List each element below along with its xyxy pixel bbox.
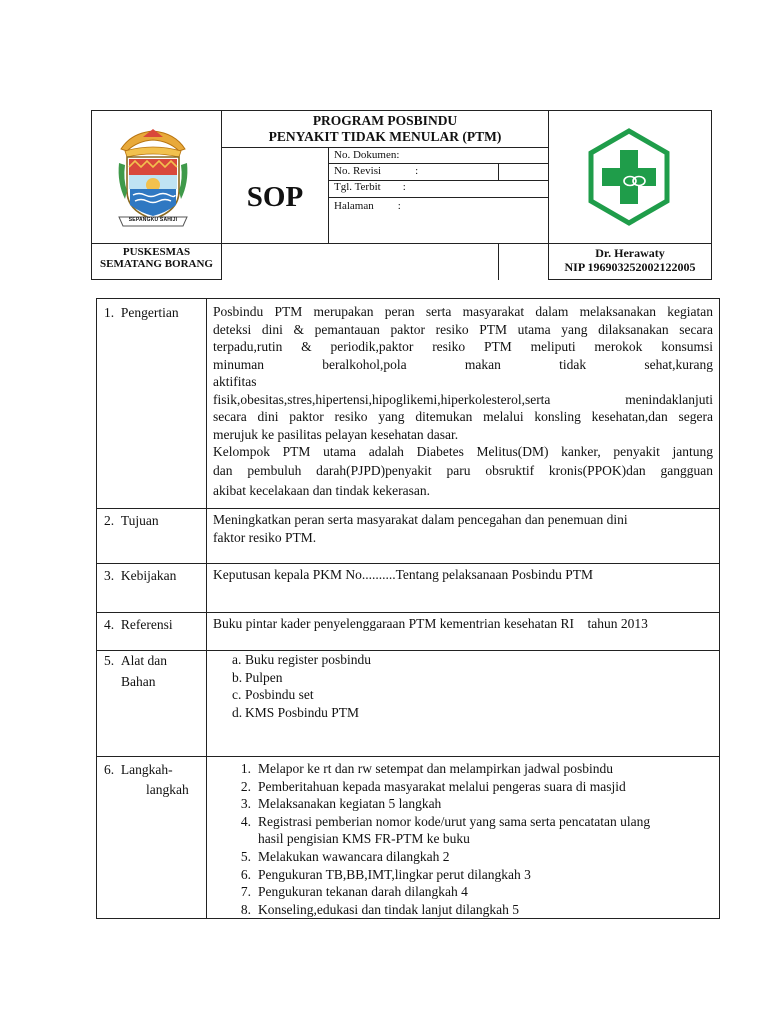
- row-number: 1.: [104, 305, 115, 320]
- row-label-text: Alat dan: [120, 653, 167, 668]
- row-number: 5.: [104, 653, 115, 668]
- meta-label: No. Dokumen: [334, 149, 397, 161]
- row-label-referensi: [104, 615, 173, 634]
- list-item-text: Buku register posbindu: [245, 652, 371, 667]
- org-name: [92, 246, 221, 270]
- referensi-content: Buku pintar kader penyelenggaraan PTM kementrian kesehatan RI tahun 2013: [213, 616, 648, 631]
- row-number: 6.: [104, 762, 115, 777]
- org-name-line2: SEMATANG BORANG: [100, 258, 213, 270]
- row-number: 3.: [104, 568, 115, 583]
- row-number: 4.: [104, 617, 115, 632]
- list-marker: 4.: [240, 813, 251, 829]
- meta-value: :: [402, 181, 406, 193]
- list-item: [232, 669, 705, 687]
- list-item-text: Pengukuran TB,BB,IMT,lingkar perut dilangkah 3: [258, 866, 531, 882]
- list-marker: a.: [232, 652, 242, 667]
- list-item-text: Melaksanakan kegiatan 5 langkah: [258, 796, 442, 812]
- list-item-text: Pemberitahuan kepada masyarakat melalui pengeras suara di masjid: [258, 778, 626, 794]
- meta-value: :: [415, 165, 419, 177]
- list-item-text: Pulpen: [245, 669, 283, 685]
- org-name-line1: PUSKESMAS: [122, 246, 191, 258]
- alat-bahan-list: [232, 651, 705, 721]
- list-item-text: hasil pengisian KMS FR-PTM ke buku: [258, 831, 470, 847]
- meta-tgl-terbit: [334, 181, 406, 193]
- sop-label: SOP: [246, 181, 304, 213]
- row-label-pengertian: [104, 303, 179, 322]
- text-line: secara dini paktor resiko yang ditemukan melalui konsling kesehatan,dan segera: [213, 409, 713, 424]
- text-line: terpadu,rutin & periodik,paktor resiko PTM meliputi merokok konsumsi: [213, 339, 713, 354]
- row-label-text: Tujuan: [120, 513, 159, 528]
- row-label-text: Referensi: [120, 617, 173, 632]
- head-name: Dr. Herawaty: [595, 246, 665, 260]
- list-item-text: Melapor ke rt dan rw setempat dan melampirkan jadwal posbindu: [258, 761, 614, 776]
- list-marker: 1.: [240, 761, 251, 776]
- row-label-tujuan: [104, 511, 159, 530]
- head-signature: [549, 246, 711, 274]
- list-item: [240, 866, 713, 884]
- text-line: Posbindu PTM merupakan peran serta masyarakat dalam melaksanakan kegiatan: [213, 304, 713, 319]
- list-item-text: Melakukan wawancara dilangkah 2: [258, 848, 450, 864]
- list-item: [240, 760, 713, 778]
- meta-no-revisi: [334, 165, 418, 177]
- row-label-langkah: [104, 760, 189, 799]
- program-title-line1: PROGRAM POSBINDU: [312, 113, 458, 128]
- list-marker: 5.: [240, 848, 251, 864]
- list-marker: 7.: [240, 884, 251, 900]
- list-marker: d.: [232, 704, 243, 720]
- list-item: [232, 704, 705, 722]
- list-item-text: Posbindu set: [245, 687, 314, 703]
- list-item-text: Registrasi pemberian nomor kode/urut yang sama serta pencatatan ulang: [258, 813, 651, 829]
- kebijakan-content: Keputusan kepala PKM No..........Tentang pelaksanaan Posbindu PTM: [213, 567, 593, 582]
- list-marker: 8.: [240, 901, 251, 917]
- meta-label: No. Revisi: [334, 165, 382, 177]
- row-label-kebijakan: [104, 566, 176, 585]
- list-item: [240, 813, 713, 848]
- tujuan-content: [213, 511, 713, 546]
- regional-emblem-icon: [113, 127, 193, 231]
- row-label-text: Langkah-: [120, 762, 173, 777]
- list-item: [240, 795, 713, 813]
- health-cross-logo-icon: [586, 128, 672, 226]
- langkah-list: [240, 760, 713, 918]
- row-label-text: langkah: [146, 782, 189, 797]
- list-marker: b.: [232, 669, 243, 685]
- row-label-text: Kebijakan: [120, 568, 177, 583]
- list-item: [232, 686, 705, 704]
- meta-value: :: [396, 149, 400, 161]
- text-line: merujuk ke pasilitas pelayan kesehatan dasar.: [213, 426, 459, 442]
- row-number: 2.: [104, 513, 115, 528]
- text-line: deteksi dini & pemantauan paktor resiko PTM utama yang dilaksanakan secara: [213, 321, 713, 337]
- meta-label: Tgl. Terbit: [334, 181, 381, 193]
- text-line: minuman beralkohol,pola makan tidak sehat,kurang aktifitas: [213, 356, 713, 389]
- program-title: [222, 113, 548, 145]
- list-item: [240, 778, 713, 796]
- program-title-line2: PENYAKIT TIDAK MENULAR (PTM): [268, 129, 502, 144]
- meta-value: :: [397, 200, 401, 212]
- list-item: [240, 848, 713, 866]
- list-item-text: Pengukuran tekanan darah dilangkah 4: [258, 884, 468, 900]
- list-item-text: KMS Posbindu PTM: [245, 704, 360, 720]
- head-nip: NIP 196903252002122005: [564, 260, 696, 274]
- text-line: akibat kecelakaan dan tindak kekerasan.: [213, 483, 431, 498]
- list-marker: 2.: [240, 778, 251, 794]
- meta-no-dokumen: [334, 149, 399, 161]
- list-marker: 3.: [240, 796, 251, 812]
- emblem-ribbon-text: SEPANGKU SAHIJI: [128, 217, 178, 223]
- list-marker: 6.: [240, 866, 251, 882]
- list-marker: c.: [232, 687, 242, 703]
- pengertian-content: [213, 303, 713, 500]
- list-item-text: Konseling,edukasi dan tindak lanjut dilangkah 5: [258, 901, 519, 917]
- text-line: Meningkatkan peran serta masyarakat dalam pencegahan dan penemuan dini: [213, 512, 628, 527]
- meta-halaman: [334, 200, 401, 212]
- text-line: faktor resiko PTM.: [213, 529, 317, 545]
- text-line: Kelompok PTM utama adalah Diabetes Melitus(DM) kanker, penyakit jantung: [213, 444, 713, 459]
- row-label-text: Bahan: [121, 674, 156, 689]
- row-label-text: Pengertian: [120, 305, 179, 320]
- list-item: [240, 883, 713, 901]
- meta-label: Halaman: [334, 200, 374, 212]
- text-line: fisik,obesitas,stres,hipertensi,hipoglikemi,hiperkolesterol,serta menindaklanjuti: [213, 391, 713, 407]
- text-line: dan pembuluh darah(PJPD)penyakit paru obsruktif kronis(PPOK)dan gangguan: [213, 462, 713, 478]
- list-item: [240, 901, 713, 919]
- row-label-alat-bahan: [104, 651, 167, 691]
- list-item: [232, 651, 705, 669]
